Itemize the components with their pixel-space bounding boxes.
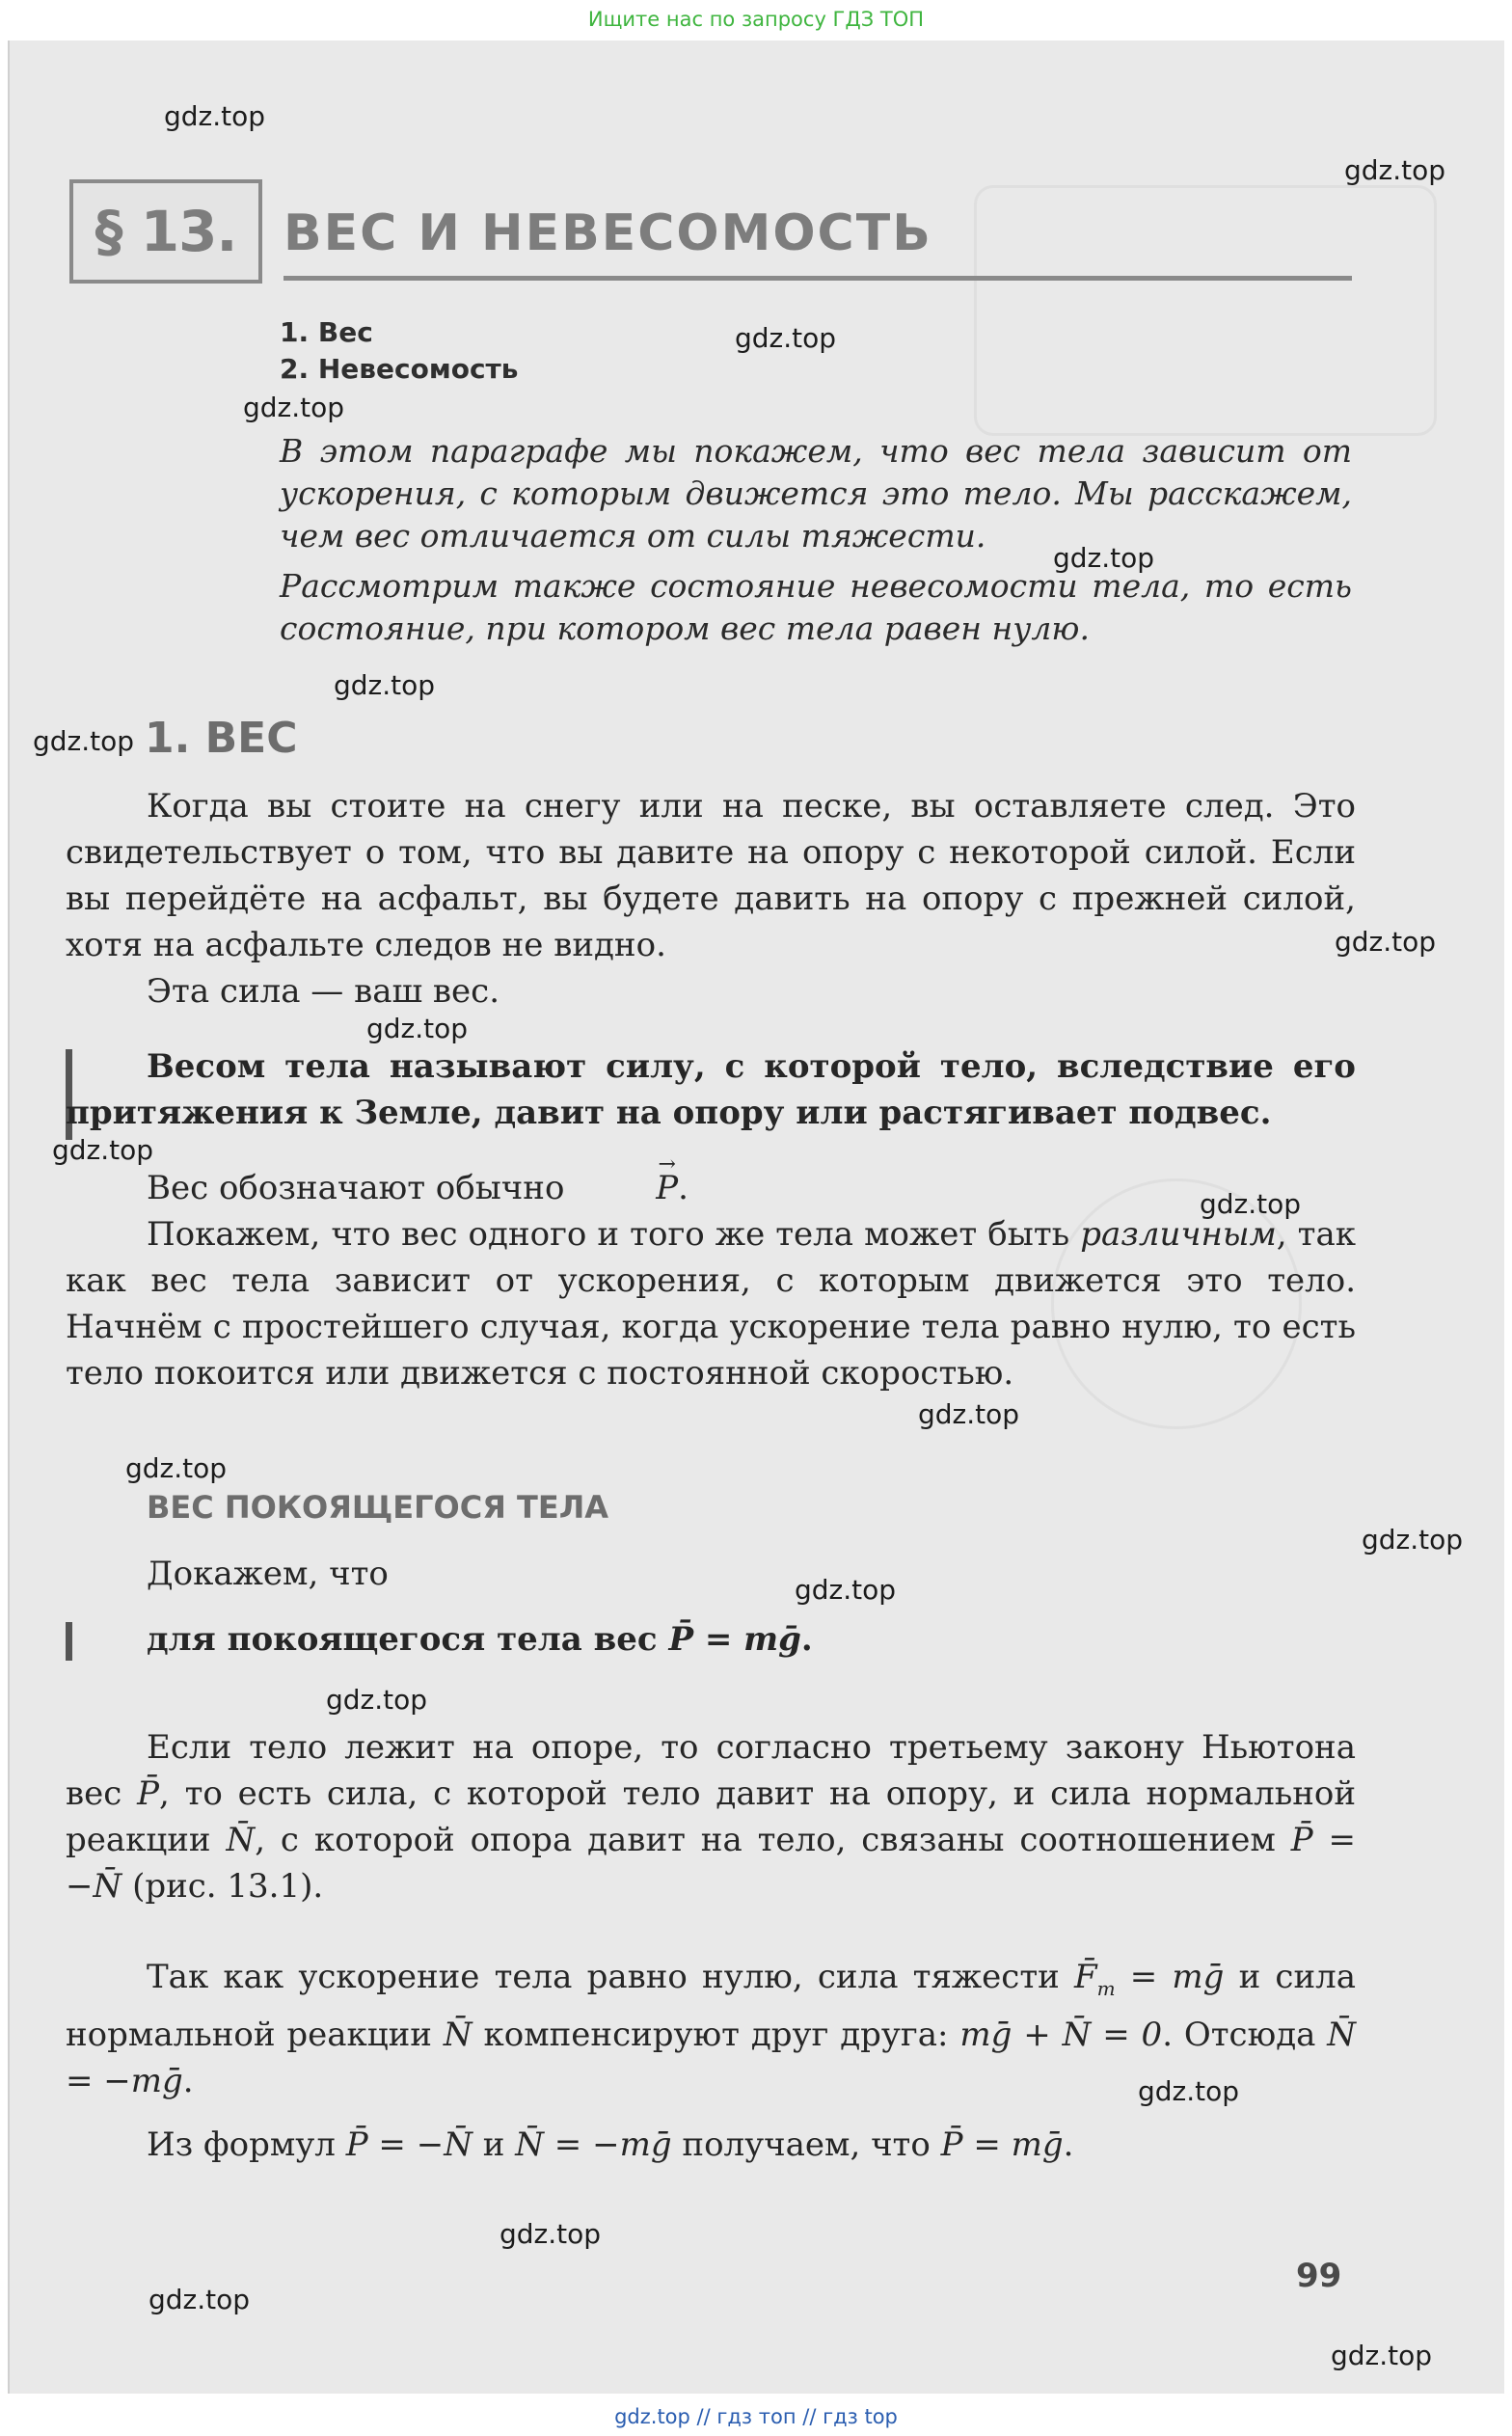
watermark: gdz.top <box>735 322 837 354</box>
text-span: компенсируют друг друга: <box>483 2015 949 2054</box>
watermark: gdz.top <box>52 1134 154 1166</box>
section-header <box>69 179 1352 284</box>
weight-symbol: → P <box>575 1165 678 1211</box>
watermark: gdz.top <box>243 392 345 423</box>
watermark: gdz.top <box>33 725 135 757</box>
paragraph: Вес обозначают обычно → P. <box>66 1165 1356 1211</box>
page-number: 99 <box>1296 2257 1342 2295</box>
paragraph <box>66 1211 1356 1396</box>
paragraph: Эта сила — ваш вес. <box>147 972 500 1011</box>
watermark: gdz.top <box>1331 2340 1433 2371</box>
text-span: и сила нормальной реакции <box>66 1958 1357 2054</box>
watermark: gdz.top <box>366 1013 469 1044</box>
paragraph: Если тело лежит на опоре, то согласно третьему закону Ньютона вес P̄, то есть сила, с которой тело давит на опору, и сила нормальной реакции N̄, с которой опора давит на тело, связаны соотношением P̄ = −N̄ (рис. 13.1). <box>66 1728 1356 1906</box>
section-title: ВЕС И НЕВЕСОМОСТЬ <box>284 204 932 262</box>
watermark: gdz.top <box>500 2218 602 2250</box>
intro-paragraph: Рассмотрим также состояние невесомости тела, то есть состояние, при котором вес тела равен нулю. <box>280 567 1352 647</box>
text-span: и <box>482 2125 505 2164</box>
intro-block <box>280 430 1352 658</box>
statement: для покоящегося тела вес P̄ = mḡ. <box>147 1620 813 1659</box>
table-of-contents <box>280 316 519 390</box>
bottom-banner[interactable]: gdz.top // гдз топ // гдз top <box>0 2397 1512 2436</box>
text-span: Отсюда <box>1183 2015 1316 2054</box>
text-span: получаем, что <box>682 2125 931 2164</box>
text-span: Покажем, что вес одного и того же тела может быть <box>147 1215 1070 1254</box>
intro-paragraph: В этом параграфе мы покажем, что вес тела зависит от ускорения, с которым движется это тело. Мы расскажем, чем вес отличается от силы тяжести. <box>280 432 1352 555</box>
watermark: gdz.top <box>918 1398 1020 1430</box>
text-span: , так как вес тела зависит от ускорения, с которым движется это тело. Начнём с простейшего случая, когда ускорение тела равно нулю, то есть тело покоится или движется с постоянной скоростью. <box>66 1215 1356 1393</box>
text-span: Вес обозначают обычно <box>147 1169 565 1207</box>
paragraph: Докажем, что <box>147 1555 389 1593</box>
section-heading-ves: 1. ВЕС <box>145 714 298 763</box>
watermark: gdz.top <box>1335 926 1437 958</box>
watermark: gdz.top <box>148 2284 251 2315</box>
text-span: Из формул <box>147 2125 336 2164</box>
watermark: gdz.top <box>1344 154 1446 186</box>
top-banner[interactable]: Ищите нас по запросу ГДЗ ТОП <box>0 0 1512 39</box>
subsection-heading: ВЕС ПОКОЯЩЕГОСЯ ТЕЛА <box>147 1489 609 1526</box>
watermark: gdz.top <box>326 1684 428 1716</box>
watermark: gdz.top <box>795 1574 897 1606</box>
text-span: , то есть сила, с которой тело давит на опору, и сила нормальной реакции <box>66 1774 1356 1859</box>
italic-text: различным <box>1080 1215 1277 1254</box>
watermark: gdz.top <box>1362 1524 1464 1556</box>
definition: Весом тела называют силу, с которой тело, вследствие его притяжения к Земле, давит на опору или растягивает подвес. <box>66 1047 1356 1132</box>
textbook-page <box>8 41 1504 2394</box>
watermark: gdz.top <box>1053 542 1155 574</box>
text-span: , с которой опора давит на тело, связаны соотношением <box>255 1821 1276 1859</box>
text-span: Если тело лежит на опоре, то согласно третьему закону Ньютона вес <box>66 1728 1356 1813</box>
toc-item[interactable]: 1. Вес <box>280 316 373 348</box>
watermark: gdz.top <box>1200 1188 1302 1220</box>
text-span: (рис. 13.1). <box>132 1867 324 1906</box>
paragraph: Так как ускорение тела равно нулю, сила тяжести $F̄_т$ = mḡ и сила нормальной реакции N̄ компенсируют друг друга: mḡ + N̄ = 0. Отсюда N̄ = −mḡ. <box>66 1958 1357 2100</box>
watermark: gdz.top <box>334 669 436 701</box>
toc-item[interactable]: 2. Невесомость <box>280 353 519 385</box>
text-span: для покоящегося тела вес <box>147 1620 658 1659</box>
section-number: § 13. <box>69 179 262 284</box>
paragraph: Когда вы стоите на снегу или на песке, вы оставляете след. Это свидетельствует о том, что вы давите на опору с некоторой силой. Если вы перейдёте на асфальт, вы будете давить на опору с прежней силой, хотя на асфальте следов не видно. <box>66 787 1356 964</box>
watermark: gdz.top <box>125 1452 228 1484</box>
header-rule <box>284 276 1352 281</box>
paragraph: Из формул P̄ = −N̄ и N̄ = −mḡ получаем, что P̄ = mḡ. <box>147 2125 1074 2164</box>
watermark: gdz.top <box>164 100 266 132</box>
text-span: Так как ускорение тела равно нулю, сила тяжести <box>147 1958 1060 1996</box>
watermark: gdz.top <box>1138 2075 1240 2107</box>
